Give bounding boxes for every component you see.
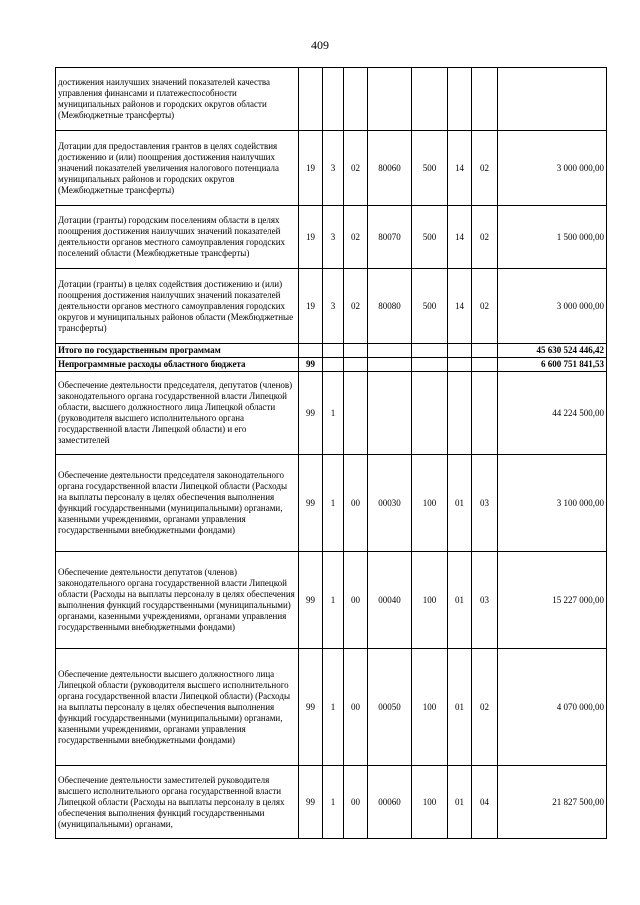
subsection-code: 03 [472,552,498,649]
subprogram-code [323,68,344,131]
expense-type-code: 500 [412,269,448,344]
section-code [448,344,472,358]
expense-type-code [412,344,448,358]
expense-type-code: 100 [412,552,448,649]
main-activity-code [344,358,368,372]
amount: 3 000 000,00 [498,131,607,206]
program-code: 99 [299,552,323,649]
table-row [56,552,607,649]
amount: 15 227 000,00 [498,552,607,649]
table-row [56,68,607,131]
program-code: 19 [299,269,323,344]
subsection-code: 02 [472,206,498,269]
section-code: 01 [448,649,472,766]
subsection-code: 03 [472,455,498,552]
program-code [299,344,323,358]
expense-direction-code: 00030 [368,455,412,552]
subprogram-code: 1 [323,455,344,552]
expense-direction-code: 00050 [368,649,412,766]
main-activity-code: 02 [344,269,368,344]
subprogram-code: 3 [323,131,344,206]
amount [498,68,607,131]
expense-direction-code: 80060 [368,131,412,206]
subprogram-code [323,358,344,372]
expense-direction-code: 00060 [368,766,412,839]
row-description: Обеспечение деятельности председателя законодательного органа государственной власти Липецкой области (Расходы на выплаты персоналу в целях обеспечения выполнения функций государственными (муниципальными) органами, казенными учреждениями, органами управления государственными внебюджетными фондами) [56,455,299,552]
amount: 4 070 000,00 [498,649,607,766]
subsection-code: 04 [472,766,498,839]
table-row [56,358,607,372]
table-row [56,372,607,455]
expense-direction-code [368,344,412,358]
program-code: 19 [299,206,323,269]
amount: 3 100 000,00 [498,455,607,552]
program-code: 99 [299,358,323,372]
table-row [56,766,607,839]
section-code: 01 [448,455,472,552]
table-row [56,206,607,269]
program-code: 99 [299,649,323,766]
expense-type-code: 500 [412,131,448,206]
row-description: Дотации (гранты) городским поселениям области в целях поощрения достижения наилучших значений показателей деятельности органов местного самоуправления городских поселений области (Межбюджетные трансферты) [56,206,299,269]
subprogram-code: 3 [323,269,344,344]
amount: 21 827 500,00 [498,766,607,839]
subsection-code: 02 [472,649,498,766]
program-code: 99 [299,372,323,455]
section-code: 14 [448,269,472,344]
section-code [448,68,472,131]
section-code: 01 [448,552,472,649]
expense-direction-code [368,372,412,455]
amount: 3 000 000,00 [498,269,607,344]
section-code [448,372,472,455]
amount: 1 500 000,00 [498,206,607,269]
expense-type-code [412,358,448,372]
program-code: 99 [299,766,323,839]
row-description: Обеспечение деятельности депутатов (членов) законодательного органа государственной власти Липецкой области (Расходы на выплаты персоналу в целях обеспечения выполнения функций государственными (муниципальными) органами, казенными учреждениями, органами управления государственными внебюджетными фондами) [56,552,299,649]
amount: 44 224 500,00 [498,372,607,455]
subprogram-code: 3 [323,206,344,269]
expense-type-code: 500 [412,206,448,269]
subprogram-code: 1 [323,649,344,766]
expense-type-code: 100 [412,649,448,766]
subsection-code [472,358,498,372]
main-activity-code: 02 [344,206,368,269]
section-code: 14 [448,131,472,206]
main-activity-code: 02 [344,131,368,206]
main-activity-code [344,372,368,455]
row-description: Итого по государственным программам [56,344,299,358]
main-activity-code [344,344,368,358]
subprogram-code [323,344,344,358]
main-activity-code: 00 [344,766,368,839]
main-activity-code [344,68,368,131]
subprogram-code: 1 [323,552,344,649]
main-activity-code: 00 [344,455,368,552]
section-code: 01 [448,766,472,839]
amount: 45 630 524 446,42 [498,344,607,358]
row-description: Дотации для предоставления грантов в целях содействия достижению и (или) поощрения достижения наилучших значений показателей увеличения налогового потенциала муниципальных районов и городских округов (Межбюджетные трансферты) [56,131,299,206]
main-activity-code: 00 [344,649,368,766]
table-row [56,131,607,206]
row-description: Обеспечение деятельности председателя, депутатов (членов) законодательного органа государственной власти Липецкой области, высшего должностного лица Липецкой области (руководителя высшего исполнительного органа государственной власти Липецкой области) и его заместителей [56,372,299,455]
row-description: Дотации (гранты) в целях содействия достижению и (или) поощрения достижения наилучших значений показателей деятельности органов местного самоуправления городских округов и муниципальных районов области (Межбюджетные трансферты) [56,269,299,344]
amount: 6 600 751 841,53 [498,358,607,372]
row-description: Обеспечение деятельности заместителей руководителя высшего исполнительного органа государственной власти Липецкой области (Расходы на выплаты персоналу в целях обеспечения выполнения функций государственными (муниципальными) органами, [56,766,299,839]
expense-type-code [412,372,448,455]
expense-direction-code: 80070 [368,206,412,269]
subprogram-code: 1 [323,372,344,455]
main-activity-code: 00 [344,552,368,649]
table-row [56,344,607,358]
expense-direction-code: 80080 [368,269,412,344]
expense-direction-code: 00040 [368,552,412,649]
table-row [56,269,607,344]
subsection-code [472,344,498,358]
row-description: Обеспечение деятельности высшего должностного лица Липецкой области (руководителя высшего исполнительного органа государственной власти Липецкой области) (Расходы на выплаты персоналу в целях обеспечения выполнения функций государственными (муниципальными) органами, казенными учреждениями, органами управления государственными внебюджетными фондами) [56,649,299,766]
section-code: 14 [448,206,472,269]
subsection-code [472,68,498,131]
program-code: 19 [299,131,323,206]
page-number: 409 [311,38,329,52]
subsection-code: 02 [472,269,498,344]
row-description: Непрограммные расходы областного бюджета [56,358,299,372]
program-code [299,68,323,131]
subsection-code [472,372,498,455]
expense-direction-code [368,68,412,131]
expense-type-code: 100 [412,455,448,552]
table-row [56,649,607,766]
subsection-code: 02 [472,131,498,206]
row-description: достижения наилучших значений показателей качества управления финансами и платежеспособности муниципальных районов и городских округов области (Межбюджетные трансферты) [56,68,299,131]
expense-type-code: 100 [412,766,448,839]
section-code [448,358,472,372]
subprogram-code: 1 [323,766,344,839]
table-row [56,455,607,552]
expense-direction-code [368,358,412,372]
program-code: 99 [299,455,323,552]
expense-type-code [412,68,448,131]
budget-table [55,67,607,839]
